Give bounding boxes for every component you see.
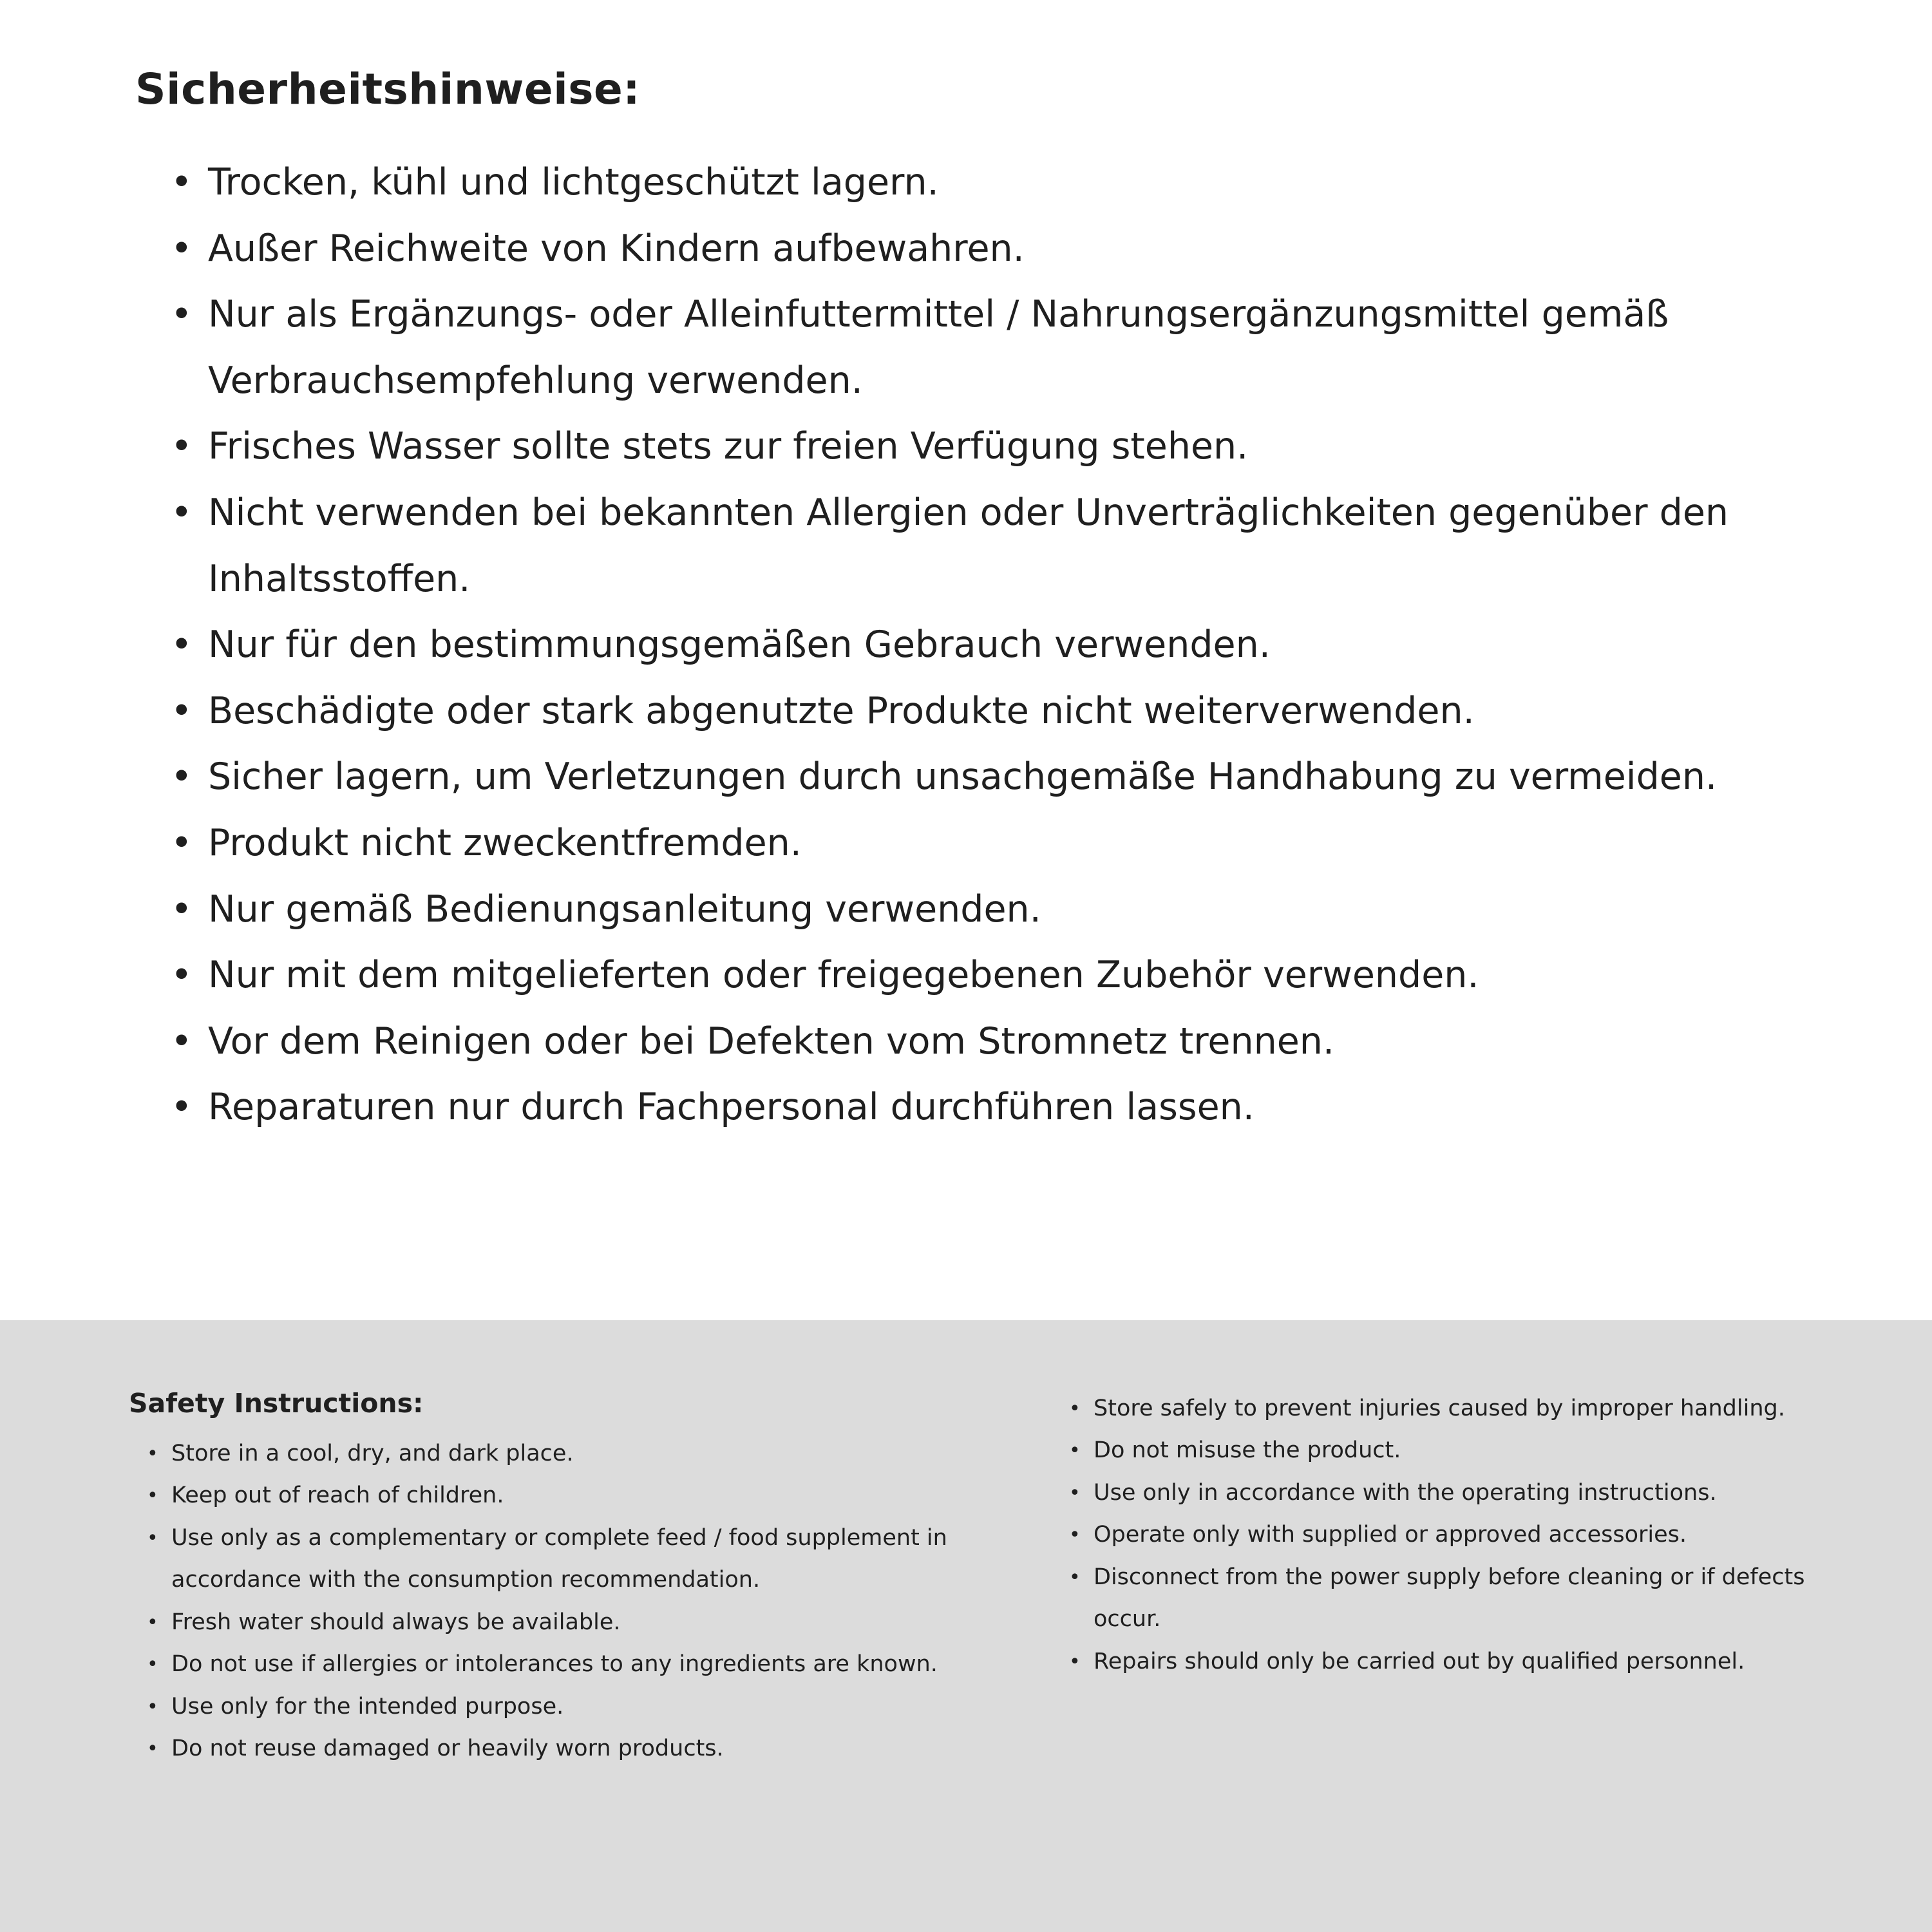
- list-item: [171, 612, 1855, 678]
- list-item-text: Nur mit dem mitgelieferten oder freigegebenen Zubehör verwenden.: [208, 954, 1479, 997]
- english-safety-list-right: [1069, 1388, 1861, 1683]
- list-item-text: Do not use if allergies or intolerances to any ingredients are known.: [171, 1651, 938, 1678]
- list-item-text: Use only in accordance with the operating instructions.: [1094, 1479, 1717, 1506]
- list-item-text: Use only for the intended purpose.: [171, 1693, 564, 1719]
- list-item: [171, 149, 1855, 216]
- list-item: [171, 216, 1855, 282]
- list-item: [147, 1433, 985, 1475]
- list-item: [147, 1475, 985, 1517]
- list-item-text: Use only as a complementary or complete feed / food supplement in accordance with the consumption recommendation.: [171, 1524, 947, 1593]
- list-item-text: Do not misuse the product.: [1094, 1437, 1401, 1464]
- bullet-icon: •: [1069, 1566, 1081, 1589]
- list-item: [171, 1074, 1855, 1141]
- german-section-title: Sicherheitshinweise:: [135, 64, 641, 114]
- english-section-title: Safety Instructions:: [129, 1388, 424, 1419]
- list-item: [147, 1602, 985, 1643]
- english-safety-section: [0, 1320, 1932, 1932]
- bullet-icon: •: [171, 293, 193, 336]
- bullet-icon: •: [171, 755, 193, 799]
- bullet-icon: •: [171, 821, 193, 864]
- bullet-icon: •: [171, 1019, 193, 1063]
- bullet-icon: •: [147, 1443, 158, 1465]
- list-item: [171, 744, 1855, 810]
- list-item: [171, 413, 1855, 480]
- list-item: [1069, 1388, 1861, 1430]
- list-item: [171, 942, 1855, 1009]
- list-item: [1069, 1641, 1861, 1683]
- list-item-text: Fresh water should always be available.: [171, 1609, 621, 1635]
- bullet-icon: •: [171, 887, 193, 931]
- list-item-text: Trocken, kühl und lichtgeschützt lagern.: [208, 161, 939, 204]
- list-item-text: Beschädigte oder stark abgenutzte Produkte nicht weiterverwenden.: [208, 689, 1475, 732]
- bullet-icon: •: [1069, 1650, 1081, 1673]
- bullet-icon: •: [1069, 1524, 1081, 1547]
- list-item: [171, 678, 1855, 744]
- list-item-text: Nur als Ergänzungs- oder Alleinfuttermittel / Nahrungsergänzungsmittel gemäß Verbrauchsempfehlung verwenden.: [208, 293, 1669, 402]
- list-item: [1069, 1430, 1861, 1472]
- bullet-icon: •: [1069, 1439, 1081, 1463]
- bullet-icon: •: [147, 1526, 158, 1549]
- list-item-text: Produkt nicht zweckentfremden.: [208, 821, 802, 864]
- list-item-text: Nicht verwenden bei bekannten Allergien oder Unverträglichkeiten gegenüber den Inhaltsstoffen.: [208, 491, 1729, 600]
- english-left-column: [129, 1388, 985, 1932]
- list-item-text: Nur für den bestimmungsgemäßen Gebrauch verwenden.: [208, 623, 1271, 667]
- list-item: [171, 281, 1855, 413]
- bullet-icon: •: [171, 425, 193, 468]
- bullet-icon: •: [171, 689, 193, 732]
- bullet-icon: •: [171, 954, 193, 997]
- list-item: [1069, 1557, 1861, 1641]
- list-item: [171, 480, 1855, 612]
- bullet-icon: •: [147, 1611, 158, 1634]
- bullet-icon: •: [171, 1086, 193, 1129]
- bullet-icon: •: [171, 623, 193, 667]
- list-item: [171, 1009, 1855, 1075]
- english-safety-list-left: [147, 1433, 985, 1770]
- bullet-icon: •: [1069, 1481, 1081, 1504]
- list-item: [171, 810, 1855, 876]
- list-item: [171, 876, 1855, 943]
- list-item-text: Frisches Wasser sollte stets zur freien Verfügung stehen.: [208, 425, 1249, 468]
- bullet-icon: •: [147, 1738, 158, 1761]
- list-item-text: Vor dem Reinigen oder bei Defekten vom Stromnetz trennen.: [208, 1019, 1335, 1063]
- list-item-text: Keep out of reach of children.: [171, 1482, 504, 1509]
- list-item-text: Reparaturen nur durch Fachpersonal durchführen lassen.: [208, 1086, 1255, 1129]
- list-item-text: Operate only with supplied or approved accessories.: [1094, 1522, 1687, 1548]
- list-item: [147, 1686, 985, 1728]
- german-safety-list: [171, 149, 1855, 1141]
- list-item-text: Do not reuse damaged or heavily worn products.: [171, 1736, 724, 1762]
- list-item-text: Disconnect from the power supply before cleaning or if defects occur.: [1094, 1564, 1805, 1633]
- english-right-column: [1069, 1388, 1861, 1932]
- bullet-icon: •: [171, 227, 193, 270]
- list-item-text: Sicher lagern, um Verletzungen durch unsachgemäße Handhabung zu vermeiden.: [208, 755, 1718, 799]
- list-item-text: Store safely to prevent injuries caused by improper handling.: [1094, 1396, 1785, 1421]
- bullet-icon: •: [147, 1695, 158, 1718]
- bullet-icon: •: [147, 1653, 158, 1676]
- bullet-icon: •: [147, 1484, 158, 1508]
- list-item: [147, 1517, 985, 1602]
- list-item-text: Außer Reichweite von Kindern aufbewahren.: [208, 227, 1025, 270]
- list-item: [147, 1643, 985, 1685]
- bullet-icon: •: [171, 491, 193, 534]
- list-item: [1069, 1472, 1861, 1514]
- bullet-icon: •: [171, 161, 193, 204]
- list-item-text: Nur gemäß Bedienungsanleitung verwenden.: [208, 887, 1041, 931]
- bullet-icon: •: [1069, 1397, 1081, 1420]
- list-item-text: Store in a cool, dry, and dark place.: [171, 1441, 574, 1466]
- list-item: [1069, 1514, 1861, 1556]
- list-item: [147, 1728, 985, 1770]
- list-item-text: Repairs should only be carried out by qualified personnel.: [1094, 1648, 1745, 1674]
